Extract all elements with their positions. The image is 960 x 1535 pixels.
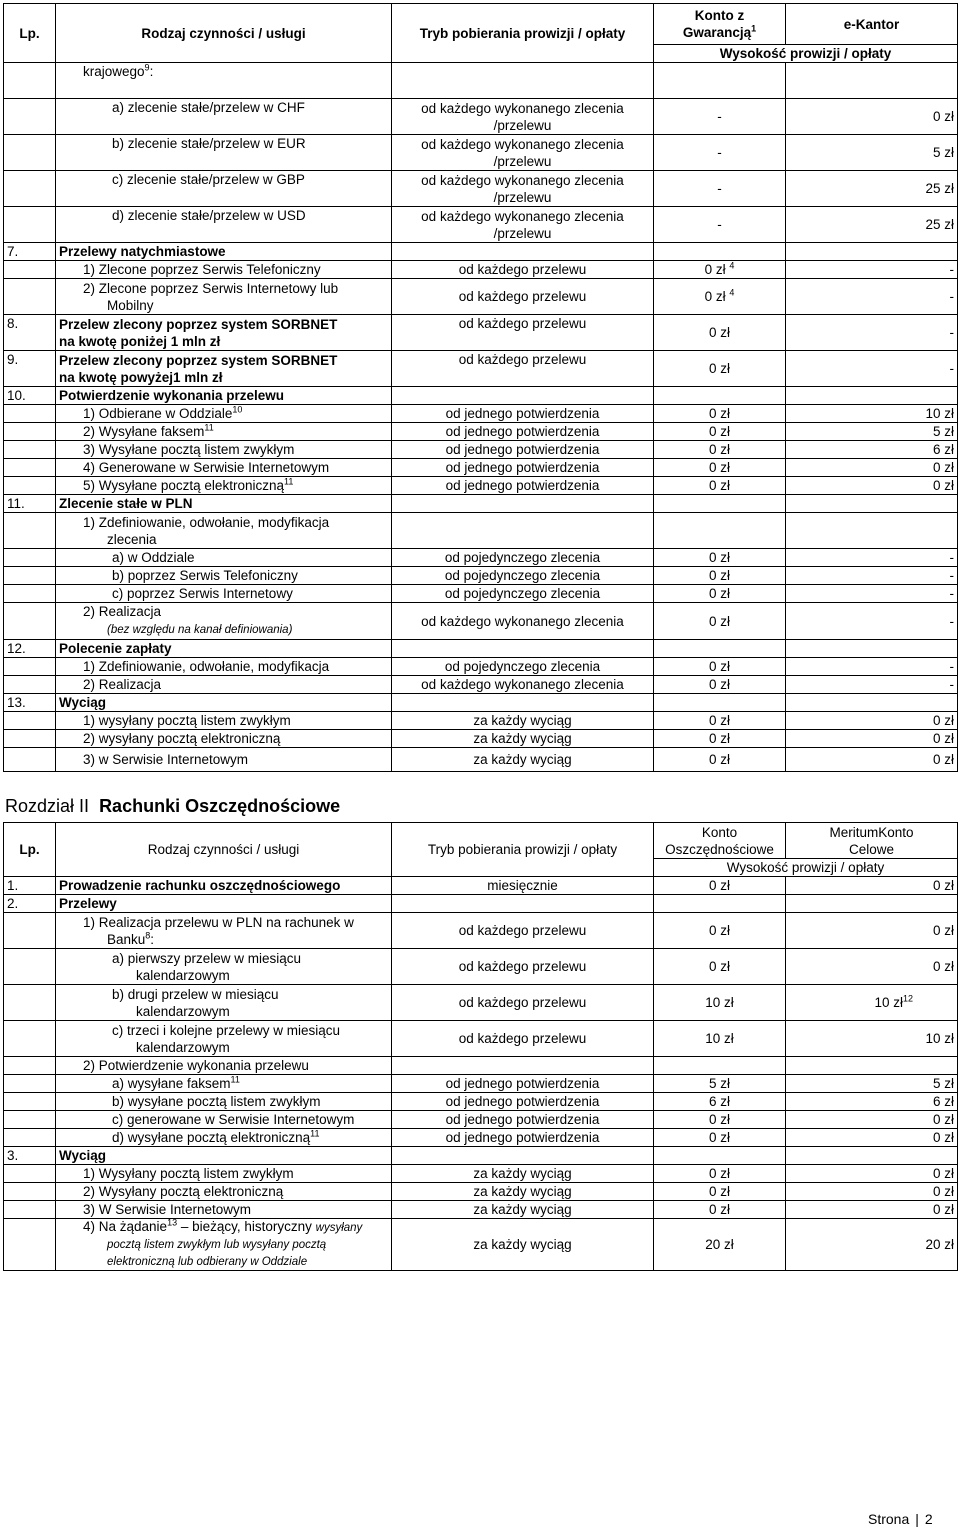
- table-row: 2) Wysyłany pocztą elektroniczną za każdy wyciąg 0 zł 0 zł: [4, 1183, 958, 1201]
- table-row: 5) Wysyłane pocztą elektroniczną$^{11}$ od jednego potwierdzenia 0 zł 0 zł: [4, 477, 958, 495]
- section-heading: Rozdział II Rachunki Oszczędnościowe: [5, 796, 341, 816]
- header-amount: Wysokość prowizji / opłaty: [654, 45, 958, 63]
- table-row: 2) Realizacja (bez względu na kanał definiowania) od każdego wykonanego zlecenia 0 zł -: [4, 603, 958, 640]
- section-title: Zlecenie stałe w PLN: [56, 495, 392, 513]
- header-service: Rodzaj czynności / usługi: [56, 4, 392, 63]
- table-row: 11. Zlecenie stałe w PLN: [4, 495, 958, 513]
- table-row: 7. Przelewy natychmiastowe: [4, 243, 958, 261]
- table-row: c) zlecenie stałe/przelew w GBP od każdego wykonanego zlecenia /przelewu - 25 zł: [4, 171, 958, 207]
- section-title: Wyciąg: [56, 694, 392, 712]
- header-col-a: Konto z Gwarancją$^1$: [654, 4, 786, 45]
- table-row: 9. Przelew zlecony poprzez system SORBNET na kwotę powyżej1 mln zł od każdego przelewu 0 zł -: [4, 351, 958, 387]
- header-col-b: e-Kantor: [786, 4, 958, 45]
- table-row: 2) wysyłany pocztą elektroniczną za każdy wyciąg 0 zł 0 zł: [4, 730, 958, 748]
- table-row: 2) Wysyłane faksem$^{11}$ od jednego potwierdzenia 0 zł 5 zł: [4, 423, 958, 441]
- table-row: 3) w Serwisie Internetowym za każdy wyciąg 0 zł 0 zł: [4, 748, 958, 772]
- table-row: 2. Przelewy: [4, 895, 958, 913]
- fee-table-savings-accounts: Lp. Rodzaj czynności / usługi Tryb pobierania prowizji / opłaty Konto Oszczędnościowe MeritumKonto Celowe Wysokość prowizji / opłaty 1. Prowadzenie rachunku oszczędnościowego miesięcznie 0 zł 0 zł 2. Przelewy 1) Realizacja przelewu w PLN na rachunek w Banku$^8$: od każdego przelewu 0 zł 0 zł a) pierwszy przelew w miesiącu kalendarzowym od każdego przelewu 0 zł 0 zł b) drugi przelew w miesiącu kalendarzowym od każdego przelewu 10 zł 10 $zł^{12}$ c) trzeci i kolejne przelewy w miesiącu kalendarzowym od każdego przelewu 10 zł 10 zł 2) Potwierdzenie wykonania przelewu a) wysyłane faksem$^{11}$ od jednego potwierdzenia 5 zł 5 zł b) wysyłane pocztą listem zwykłym od jednego potwierdzenia 6 zł 6 zł c) generowane w Serwisie Internetowym od jednego potwierdzenia 0 zł 0 zł d) wysyłane pocztą elektroniczną$^{11}$ od jednego potwierdzenia 0 zł 0 zł 3. Wyciąg 1) Wysyłany pocztą listem zwykłym za każdy wyciąg 0 zł 0 zł 2) Wysyłany pocztą elektroniczną za każdy wyciąg 0 zł 0 zł 3) W Serwisie Internetowym za każdy wyciąg 0 zł 0 zł 4) Na żądanie$^{13}$ – bieżący, historyczny wysyłany pocztą listem zwykłym lub wysyłany pocztą elektroniczną lub odbierany w Oddziale za każdy wyciąg 20 zł 20 zł: [3, 822, 958, 1271]
- table-row: 10. Potwierdzenie wykonania przelewu: [4, 387, 958, 405]
- document-page: [3, 3, 957, 1271]
- table-row: 8. Przelew zlecony poprzez system SORBNET na kwotę poniżej 1 mln zł od każdego przelewu 0 zł -: [4, 315, 958, 351]
- table-row: c) generowane w Serwisie Internetowym od jednego potwierdzenia 0 zł 0 zł: [4, 1111, 958, 1129]
- table-row: 2) Realizacja od każdego wykonanego zlecenia 0 zł -: [4, 676, 958, 694]
- table-row: 1) wysyłany pocztą listem zwykłym za każdy wyciąg 0 zł 0 zł: [4, 712, 958, 730]
- table-row: 12. Polecenie zapłaty: [4, 640, 958, 658]
- page-footer: Strona | 2: [868, 1511, 933, 1527]
- table-row: d) wysyłane pocztą elektroniczną$^{11}$ od jednego potwierdzenia 0 zł 0 zł: [4, 1129, 958, 1147]
- row-krajowego: krajowego$^9$:: [56, 63, 392, 99]
- table-row: a) wysyłane faksem$^{11}$ od jednego potwierdzenia 5 zł 5 zł: [4, 1075, 958, 1093]
- table-row: a) w Oddziale od pojedynczego zlecenia 0 zł -: [4, 549, 958, 567]
- table-row: 3) W Serwisie Internetowym za każdy wyciąg 0 zł 0 zł: [4, 1201, 958, 1219]
- table-row: b) wysyłane pocztą listem zwykłym od jednego potwierdzenia 6 zł 6 zł: [4, 1093, 958, 1111]
- table-row: 1) Realizacja przelewu w PLN na rachunek w Banku$^8$: od każdego przelewu 0 zł 0 zł: [4, 913, 958, 949]
- table-row: 3. Wyciąg: [4, 1147, 958, 1165]
- table-row: c) poprzez Serwis Internetowy od pojedynczego zlecenia 0 zł -: [4, 585, 958, 603]
- header-mode: Tryb pobierania prowizji / opłaty: [392, 4, 654, 63]
- section-title: Polecenie zapłaty: [56, 640, 392, 658]
- table-header: Lp. Rodzaj czynności / usługi Tryb pobierania prowizji / opłaty Konto Oszczędnościowe MeritumKonto Celowe: [4, 823, 958, 859]
- table-row: 1. Prowadzenie rachunku oszczędnościowego miesięcznie 0 zł 0 zł: [4, 877, 958, 895]
- table-row: 1) Wysyłany pocztą listem zwykłym za każdy wyciąg 0 zł 0 zł: [4, 1165, 958, 1183]
- table-row: [4, 63, 958, 99]
- table-row: a) zlecenie stałe/przelew w CHF od każdego wykonanego zlecenia /przelewu - 0 zł: [4, 99, 958, 135]
- table-row: 1) Zdefiniowanie, odwołanie, modyfikacja zlecenia: [4, 513, 958, 549]
- table-row: 1) Zlecone poprzez Serwis Telefoniczny od każdego przelewu 0 zł $^4$ -: [4, 261, 958, 279]
- section-title: Przelewy natychmiastowe: [56, 243, 392, 261]
- fee-table-current-accounts: [3, 3, 958, 772]
- table-row: 4) Na żądanie$^{13}$ – bieżący, historyczny wysyłany pocztą listem zwykłym lub wysyłany pocztą elektroniczną lub odbierany w Oddziale za każdy wyciąg 20 zł 20 zł: [4, 1219, 958, 1271]
- table-row: 3) Wysyłane pocztą listem zwykłym od jednego potwierdzenia 0 zł 6 zł: [4, 441, 958, 459]
- table-row: d) zlecenie stałe/przelew w USD od każdego wykonanego zlecenia /przelewu - 25 zł: [4, 207, 958, 243]
- table-row: b) poprzez Serwis Telefoniczny od pojedynczego zlecenia 0 zł -: [4, 567, 958, 585]
- table-row: 4) Generowane w Serwisie Internetowym od jednego potwierdzenia 0 zł 0 zł: [4, 459, 958, 477]
- table-row: 1) Zdefiniowanie, odwołanie, modyfikacja od pojedynczego zlecenia 0 zł -: [4, 658, 958, 676]
- table-header: [4, 4, 958, 45]
- table-row: b) zlecenie stałe/przelew w EUR od każdego wykonanego zlecenia /przelewu - 5 zł: [4, 135, 958, 171]
- table-row: c) trzeci i kolejne przelewy w miesiącu kalendarzowym od każdego przelewu 10 zł 10 zł: [4, 1021, 958, 1057]
- table-row: 2) Zlecone poprzez Serwis Internetowy lub Mobilny od każdego przelewu 0 zł $^4$ -: [4, 279, 958, 315]
- header-lp: Lp.: [4, 4, 56, 63]
- table-row: 2) Potwierdzenie wykonania przelewu: [4, 1057, 958, 1075]
- table-row: a) pierwszy przelew w miesiącu kalendarzowym od każdego przelewu 0 zł 0 zł: [4, 949, 958, 985]
- table-row: 13. Wyciąg: [4, 694, 958, 712]
- table-row: 1) Odbierane w Oddziale$^{10}$ od jednego potwierdzenia 0 zł 10 zł: [4, 405, 958, 423]
- table-row: b) drugi przelew w miesiącu kalendarzowym od każdego przelewu 10 zł 10 $zł^{12}$: [4, 985, 958, 1021]
- section-title: Potwierdzenie wykonania przelewu: [56, 387, 392, 405]
